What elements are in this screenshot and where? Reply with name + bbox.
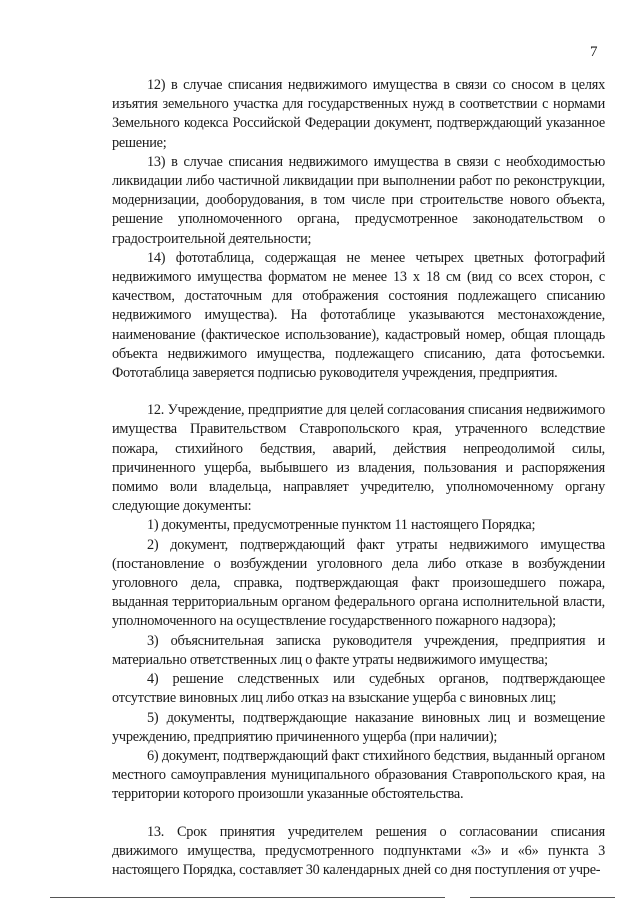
paragraph: 13. Срок принятия учредителем решения о согласовании списания движимого имущества, предусмотренного подпунктами «3» и «6» пункта 3 настоящего Порядка, составляет 30 календарных дней со дня поступления от учре-	[112, 823, 605, 878]
paragraph: 12) в случае списания недвижимого имущества в связи со сносом в целях изъятия земельного участка для государственных нужд в соответствии с нормами Земельного кодекса Российской Федерации документ, подтверждающий указанное решение;	[112, 77, 605, 151]
footer-divider-left	[50, 897, 445, 898]
page-number: 7	[590, 44, 598, 60]
footer-divider-right	[470, 897, 615, 898]
paragraph: 13) в случае списания недвижимого имущества в связи с необходимостью ликвидации либо частичной ликвидации при выполнении работ по реконструкции, модернизации, дооборудования, в том числе при строительстве нового объекта, решение уполномоченного органа, предусмотренное законодательством о градостроительной деятельности;	[112, 153, 605, 247]
paragraph: 5) документы, подтверждающие наказание виновных лиц и возмещение учреждению, предприятию причиненного ущерба (при наличии);	[112, 709, 605, 745]
paragraph: 6) документ, подтверждающий факт стихийного бедствия, выданный органом местного самоуправления муниципального образования Ставропольского края, на территории которого произошли указанные обстоятельства.	[112, 747, 605, 803]
paragraph: 12. Учреждение, предприятие для целей согласования списания недвижимого имущества Правительством Ставропольского края, утраченного вследствие пожара, стихийного бедствия, аварий, действия непреодолимой силы, причиненного ущерба, выбывшего из владения, пользования и распоряжения помимо воли владельца, направляет учредителю, уполномоченному органу следующие документы:	[112, 402, 605, 515]
paragraph: 3) объяснительная записка руководителя учреждения, предприятия и материально ответственных лиц о факте утраты недвижимого имущества;	[112, 632, 605, 668]
paragraph: 4) решение следственных или судебных органов, подтверждающее отсутствие виновных лиц либо отказ на взыскание ущерба с виновных лиц;	[112, 671, 605, 707]
document-body	[112, 76, 605, 880]
paragraph: 14) фототаблица, содержащая не менее четырех цветных фотографий недвижимого имущества форматом не менее 13 х 18 см (вид со всех сторон, с качеством, достаточным для отображения состояния подлежащего списанию недвижимого имущества). На фототаблице указываются местонахождение, наименование (фактическое использование), кадастровый номер, общая площадь объекта недвижимого имущества, подлежащего списанию, дата фотосъемки. Фототаблица заверяется подписью руководителя учреждения, предприятия.	[112, 249, 605, 382]
paragraph: 1) документы, предусмотренные пунктом 11 настоящего Порядка;	[147, 517, 536, 534]
paragraph: 2) документ, подтверждающий факт утраты недвижимого имущества (постановление о возбуждении уголовного дела либо отказе в возбуждении уголовного дела, справка, подтверждающая факт произошедшего пожара, выданная территориальным органом федерального органа исполнительной власти, уполномоченного на осуществление государственного пожарного надзора);	[112, 536, 605, 630]
